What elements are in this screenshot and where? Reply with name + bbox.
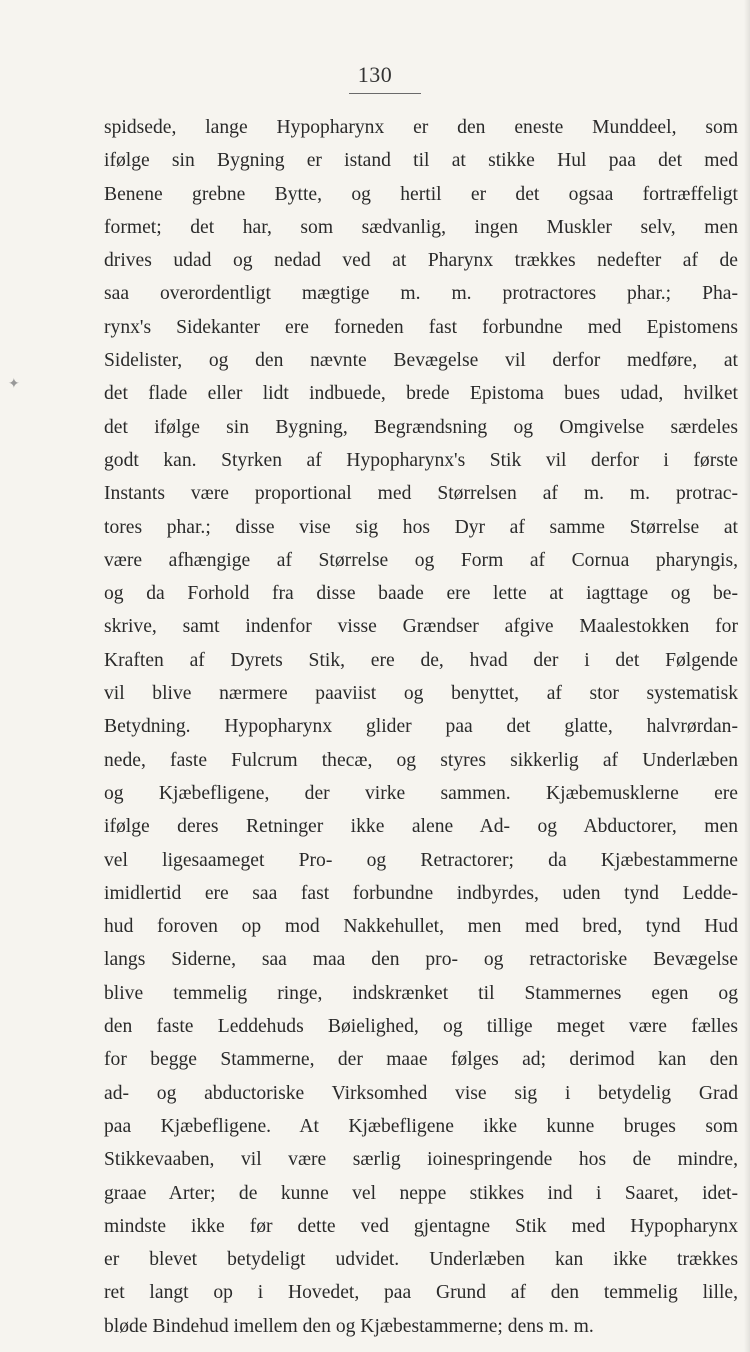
text-line: og Kjæbefligene, der virke sammen. Kjæbemusklerne ere (104, 782, 738, 804)
text-line: er blevet betydeligt udvidet. Underlæben kan ikke trækkes (104, 1249, 738, 1271)
body-text (104, 111, 738, 1343)
text-line: ret langt op i Hovedet, paa Grund af den temmelig lille, (104, 1282, 738, 1304)
text-line: hud foroven op mod Nakkehullet, men med bred, tynd Hud (104, 916, 738, 938)
text-line: den faste Leddehuds Bøielighed, og tillige meget være fælles (104, 1016, 738, 1038)
text-line: Sidelister, og den nævnte Bevægelse vil derfor medføre, at (104, 350, 738, 372)
text-line: vel ligesaameget Pro- og Retractorer; da Kjæbestammerne (104, 849, 738, 871)
text-line: vil blive nærmere paaviist og benyttet, af stor systematisk (104, 683, 738, 705)
text-line: Instants være proportional med Størrelsen af m. m. protrac- (104, 483, 738, 505)
text-line: godt kan. Styrken af Hypopharynx's Stik vil derfor i første (104, 449, 738, 471)
text-line: være afhængige af Størrelse og Form af Cornua pharyngis, (104, 549, 738, 571)
text-line: for begge Stammerne, der maae følges ad; derimod kan den (104, 1049, 738, 1071)
text-line: drives udad og nedad ved at Pharynx trækkes nedefter af de (104, 250, 738, 272)
page-edge-shadow (744, 0, 750, 1352)
text-line: blive temmelig ringe, indskrænket til Stammernes egen og (104, 982, 738, 1004)
text-line: rynx's Sidekanter ere forneden fast forbundne med Epistomens (104, 316, 738, 338)
text-line: det flade eller lidt indbuede, brede Epistoma bues udad, hvilket (104, 383, 738, 405)
text-line: ad- og abductoriske Virksomhed vise sig i betydelig Grad (104, 1082, 738, 1104)
text-line: mindste ikke før dette ved gjentagne Stik med Hypopharynx (104, 1215, 738, 1237)
text-line: det ifølge sin Bygning, Begrændsning og Omgivelse særdeles (104, 416, 738, 438)
text-line: nede, faste Fulcrum thecæ, og styres sikkerlig af Underlæben (104, 749, 738, 771)
text-line: formet; det har, som sædvanlig, ingen Muskler selv, men (104, 216, 738, 238)
text-line: bløde Bindehud imellem den og Kjæbestammerne; dens m. m. (104, 1315, 594, 1337)
text-line: skrive, samt indenfor visse Grændser afgive Maalestokken for (104, 616, 738, 638)
text-line: Benene grebne Bytte, og hertil er det ogsaa fortræffeligt (104, 183, 738, 205)
text-line: Betydning. Hypopharynx glider paa det glatte, halvrørdan- (104, 716, 738, 738)
text-line: Stikkevaaben, vil være særlig ioinespringende hos de mindre, (104, 1149, 738, 1171)
text-line: langs Siderne, saa maa den pro- og retractoriske Bevægelse (104, 949, 738, 971)
text-line: og da Forhold fra disse baade ere lette at iagttage og be- (104, 583, 738, 605)
text-line: graae Arter; de kunne vel neppe stikkes ind i Saaret, idet- (104, 1182, 738, 1204)
margin-mark: ✦ (8, 377, 20, 392)
text-line: tores phar.; disse vise sig hos Dyr af samme Størrelse at (104, 516, 738, 538)
page-number-rule (349, 93, 421, 94)
text-line: Kraften af Dyrets Stik, ere de, hvad der i det Følgende (104, 649, 738, 671)
text-line: paa Kjæbefligene. At Kjæbefligene ikke kunne bruges som (104, 1115, 738, 1137)
text-line: ifølge sin Bygning er istand til at stikke Hul paa det med (104, 150, 738, 172)
text-line: saa overordentligt mægtige m. m. protractores phar.; Pha- (104, 283, 738, 305)
page-number: 130 (357, 62, 393, 87)
text-line: spidsede, lange Hypopharynx er den eneste Munddeel, som (104, 117, 738, 138)
text-line: imidlertid ere saa fast forbundne indbyrdes, uden tynd Ledde- (104, 882, 738, 904)
text-line: ifølge deres Retninger ikke alene Ad- og Abductorer, men (104, 816, 738, 838)
